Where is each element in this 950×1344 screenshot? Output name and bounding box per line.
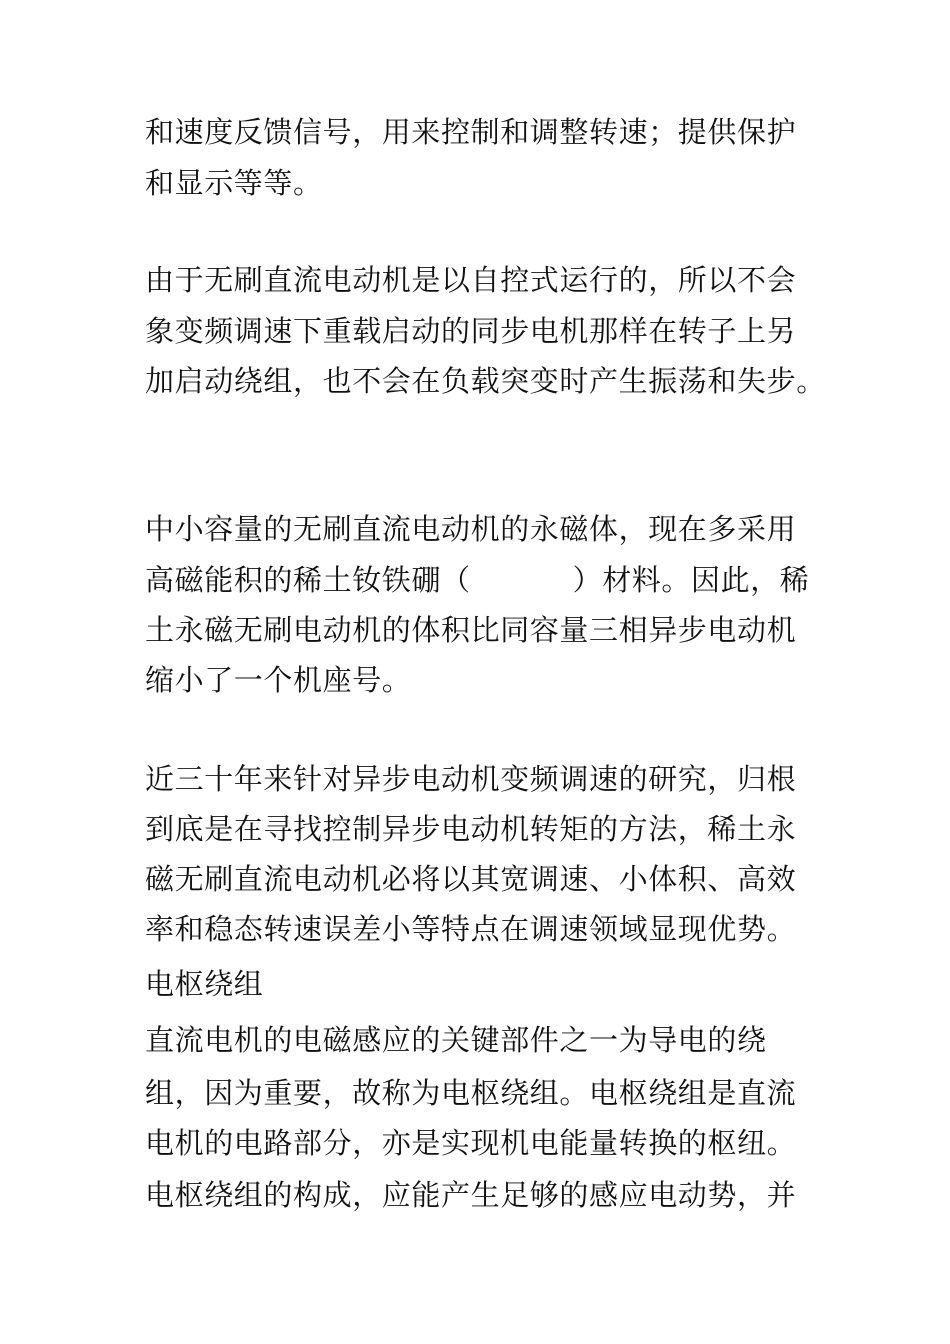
text-line: 加启动绕组，也不会在负载突变时产生振荡和失步。 xyxy=(145,364,826,398)
text-line: 率和稳态转速误差小等特点在调速领域显现优势。 xyxy=(145,912,797,946)
text-segment: ）材料。因此，稀 xyxy=(572,563,810,597)
text-line: 象变频调速下重载启动的同步电机那样在转子上另 xyxy=(145,314,797,348)
text-line-with-blank xyxy=(145,562,809,598)
text-line: 直流电机的电磁感应的关键部件之一为导电的绕 xyxy=(145,1023,767,1057)
text-line: 中小容量的无刷直流电动机的永磁体，现在多采用 xyxy=(145,512,797,546)
text-line: 近三十年来针对异步电动机变频调速的研究，归根 xyxy=(145,762,797,796)
text-line: 组，因为重要，故称为电枢绕组。电枢绕组是直流 xyxy=(145,1076,797,1110)
text-line: 磁无刷直流电动机必将以其宽调速、小体积、高效 xyxy=(145,862,797,896)
text-line: 和速度反馈信号，用来控制和调整转速；提供保护 xyxy=(145,115,797,149)
text-line: 电机的电路部分，亦是实现机电能量转换的枢纽。 xyxy=(145,1126,797,1160)
text-line: 缩小了一个机座号。 xyxy=(145,663,412,697)
section-heading: 电枢绕组 xyxy=(145,967,264,1001)
text-line: 由于无刷直流电动机是以自控式运行的，所以不会 xyxy=(145,263,797,297)
text-line: 土永磁无刷电动机的体积比同容量三相异步电动机 xyxy=(145,613,797,647)
text-line: 电枢绕组的构成，应能产生足够的感应电动势，并 xyxy=(145,1178,797,1212)
text-line: 到底是在寻找控制异步电动机转矩的方法，稀土永 xyxy=(145,812,797,846)
text-segment: 高磁能积的稀土钕铁硼（ xyxy=(145,563,471,597)
text-line: 和显示等等。 xyxy=(145,166,323,200)
